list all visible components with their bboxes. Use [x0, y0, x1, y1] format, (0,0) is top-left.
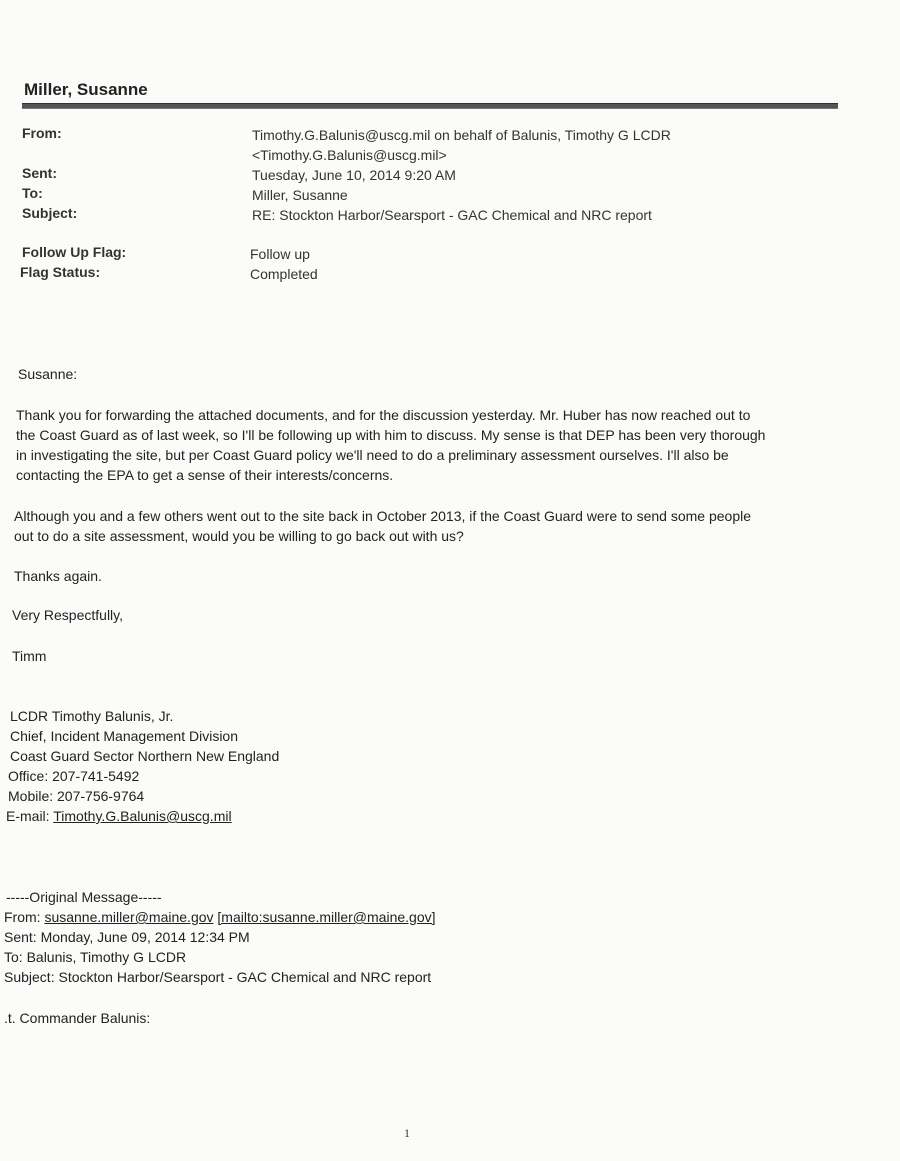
from-value-line1: Timothy.G.Balunis@uscg.mil on behalf of Balunis, Timothy G LCDR: [252, 127, 671, 143]
body-paragraph-2-line-2: out to do a site assessment, would you be willing to go back out with us?: [14, 528, 464, 544]
signature-title: Chief, Incident Management Division: [10, 728, 239, 744]
signature-name: LCDR Timothy Balunis, Jr.: [10, 708, 174, 724]
original-from-email-link[interactable]: susanne.miller@maine.gov: [44, 909, 214, 925]
flag-status-label: Flag Status:: [20, 264, 101, 280]
flag-status-value: Completed: [250, 266, 318, 282]
body-greeting: Susanne:: [18, 366, 78, 382]
original-sent: Sent: Monday, June 09, 2014 12:34 PM: [4, 929, 250, 945]
to-value: Miller, Susanne: [252, 187, 348, 203]
body-sender: Timm: [12, 648, 47, 664]
header-rule: [22, 103, 838, 109]
body-closing: Very Respectfully,: [12, 607, 124, 623]
subject-label: Subject:: [22, 205, 78, 221]
body-paragraph-2-line-1: Although you and a few others went out to the site back in October 2013, if the Coast Guard were to send some people: [14, 508, 752, 524]
body-paragraph-1-line-3: in investigating the site, but per Coast Guard policy we'll need to do a preliminary assessment ourselves. I'll also be: [16, 447, 729, 463]
signature-office: Office: 207-741-5492: [8, 768, 140, 784]
original-subject: Subject: Stockton Harbor/Searsport - GAC Chemical and NRC report: [4, 969, 432, 985]
follow-up-flag-value: Follow up: [250, 246, 310, 262]
from-value-line2: <Timothy.G.Balunis@uscg.mil>: [252, 147, 447, 163]
body-paragraph-1-line-4: contacting the EPA to get a sense of their interests/concerns.: [16, 467, 394, 483]
body-paragraph-1-line-2: the Coast Guard as of last week, so I'll be following up with him to discuss. My sense is that DEP has been very thorough: [16, 427, 766, 443]
from-label: From:: [22, 125, 62, 141]
original-to: To: Balunis, Timothy G LCDR: [4, 949, 187, 965]
subject-value: RE: Stockton Harbor/Searsport - GAC Chemical and NRC report: [252, 207, 652, 223]
to-label: To:: [22, 185, 43, 201]
body-thanks: Thanks again.: [14, 568, 102, 584]
original-from-mailto-link[interactable]: [mailto:susanne.miller@maine.gov]: [217, 909, 436, 925]
original-from-line: [4, 907, 436, 927]
signature-email-link[interactable]: Timothy.G.Balunis@uscg.mil: [53, 808, 232, 824]
body-paragraph-1-line-1: Thank you for forwarding the attached documents, and for the discussion yesterday. Mr. Huber has now reached out to: [16, 407, 751, 423]
header-name: Miller, Susanne: [24, 80, 148, 99]
signature-email-line: [6, 806, 232, 826]
signature-mobile: Mobile: 207-756-9764: [8, 788, 145, 804]
signature-email-prefix: E-mail:: [6, 808, 54, 824]
signature-org: Coast Guard Sector Northern New England: [10, 748, 280, 764]
original-from-prefix: From:: [4, 909, 45, 925]
original-message-divider: -----Original Message-----: [6, 889, 162, 905]
original-greeting: .t. Commander Balunis:: [4, 1010, 151, 1026]
sent-value: Tuesday, June 10, 2014 9:20 AM: [252, 167, 456, 183]
page-number: 1: [404, 1126, 410, 1140]
follow-up-flag-label: Follow Up Flag:: [22, 244, 127, 260]
sent-label: Sent:: [22, 165, 57, 181]
